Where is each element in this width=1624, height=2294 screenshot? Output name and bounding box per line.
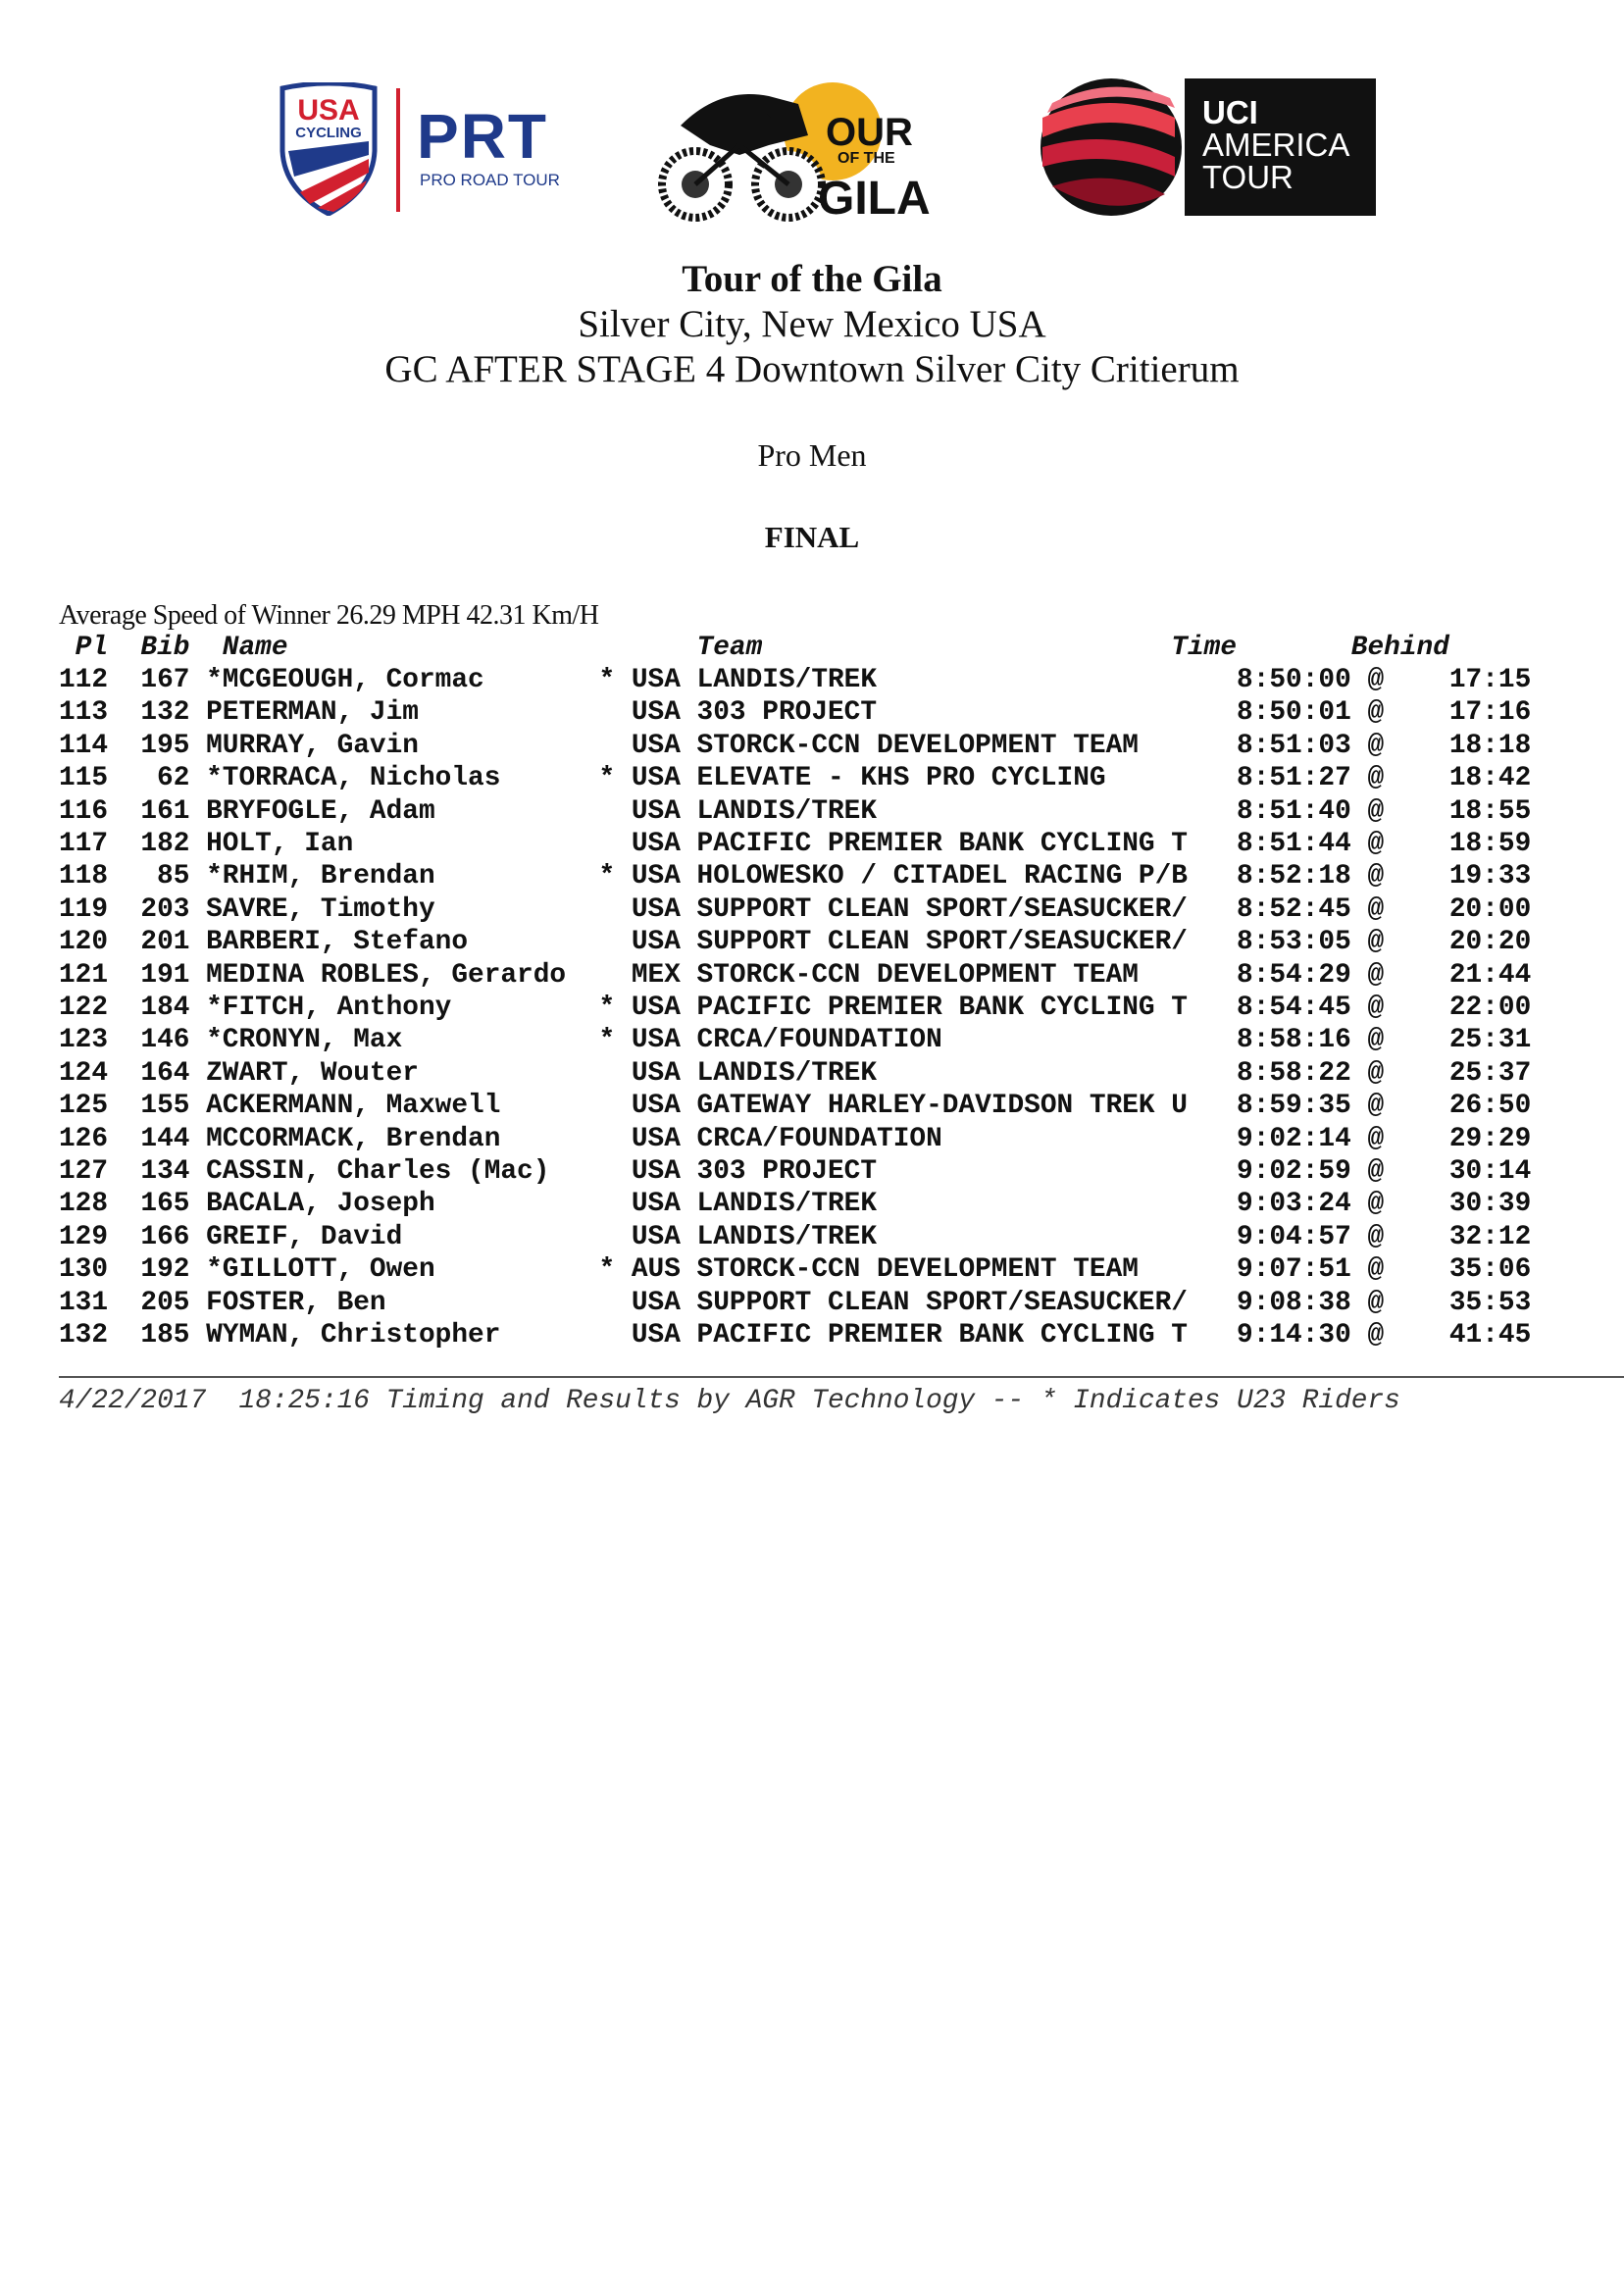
at-marker: @ bbox=[1367, 993, 1385, 1023]
time: 9:14:30 bbox=[1237, 1320, 1351, 1351]
time: 9:04:57 bbox=[1237, 1221, 1351, 1252]
u23-marker: * bbox=[598, 665, 616, 695]
header-bib: Bib bbox=[140, 633, 190, 663]
at-marker: @ bbox=[1367, 1287, 1385, 1318]
rider-name: FOSTER, Ben bbox=[206, 1287, 386, 1318]
bib-number: 167 bbox=[140, 665, 190, 695]
rider-name: *GILLOTT, Owen bbox=[206, 1254, 435, 1286]
header-behind: Behind bbox=[1350, 633, 1449, 663]
at-marker: @ bbox=[1367, 730, 1385, 761]
bib-number: 195 bbox=[140, 730, 190, 761]
bib-number: 191 bbox=[140, 959, 190, 991]
country: MEX bbox=[631, 959, 681, 991]
time-behind: 26:50 bbox=[1448, 1091, 1532, 1122]
time-behind: 17:16 bbox=[1448, 697, 1532, 729]
team: PACIFIC PREMIER BANK CYCLING T bbox=[696, 1320, 1188, 1351]
race-category: Pro Men bbox=[757, 437, 867, 473]
rider-name: MEDINA ROBLES, Gerardo bbox=[206, 959, 567, 991]
country: USA bbox=[631, 1057, 681, 1089]
at-marker: @ bbox=[1367, 1123, 1385, 1154]
table-row bbox=[59, 665, 1624, 697]
uci-america-tour-logo bbox=[1038, 78, 1376, 216]
table-row bbox=[59, 960, 1624, 993]
place: 126 bbox=[59, 1123, 109, 1154]
rider-name: BACALA, Joseph bbox=[206, 1189, 435, 1220]
team: HOLOWESKO / CITADEL RACING P/B bbox=[696, 861, 1188, 892]
time-behind: 35:53 bbox=[1448, 1287, 1532, 1318]
table-row bbox=[59, 1320, 1624, 1352]
place: 116 bbox=[59, 795, 109, 827]
time-behind: 18:18 bbox=[1448, 730, 1532, 761]
country: USA bbox=[631, 927, 681, 958]
prt-logo-text: PRT bbox=[417, 101, 548, 172]
table-row bbox=[59, 1058, 1624, 1091]
team: LANDIS/TREK bbox=[696, 1221, 878, 1252]
bib-number: 132 bbox=[140, 697, 190, 729]
team: LANDIS/TREK bbox=[696, 795, 878, 827]
footer-divider bbox=[59, 1376, 1624, 1378]
rider-name: *FITCH, Anthony bbox=[206, 993, 452, 1023]
bib-number: 62 bbox=[157, 763, 190, 794]
country: USA bbox=[631, 829, 681, 859]
time-behind: 18:59 bbox=[1448, 829, 1532, 859]
country: USA bbox=[631, 1091, 681, 1122]
rider-name: CASSIN, Charles (Mac) bbox=[206, 1156, 550, 1187]
at-marker: @ bbox=[1367, 893, 1385, 925]
place: 127 bbox=[59, 1156, 109, 1187]
time: 9:08:38 bbox=[1237, 1287, 1351, 1318]
time: 8:51:44 bbox=[1237, 829, 1351, 859]
rider-name: *TORRACA, Nicholas bbox=[206, 763, 501, 794]
rider-name: *CRONYN, Max bbox=[206, 1025, 403, 1056]
at-marker: @ bbox=[1367, 829, 1385, 859]
table-row bbox=[59, 927, 1624, 959]
place: 115 bbox=[59, 763, 109, 794]
team: 303 PROJECT bbox=[696, 697, 878, 729]
place: 118 bbox=[59, 861, 109, 892]
rider-name: MURRAY, Gavin bbox=[206, 730, 419, 761]
place: 112 bbox=[59, 665, 109, 695]
country: USA bbox=[631, 1123, 681, 1154]
rider-name: BARBERI, Stefano bbox=[206, 927, 469, 958]
table-row bbox=[59, 1222, 1624, 1254]
at-marker: @ bbox=[1367, 1221, 1385, 1252]
bib-number: 146 bbox=[140, 1025, 190, 1056]
time-behind: 20:20 bbox=[1448, 927, 1532, 958]
table-row bbox=[59, 861, 1624, 893]
team: SUPPORT CLEAN SPORT/SEASUCKER/ bbox=[696, 927, 1188, 958]
country: USA bbox=[631, 697, 681, 729]
result-status: FINAL bbox=[764, 520, 860, 554]
table-row bbox=[59, 1091, 1624, 1123]
time-behind: 35:06 bbox=[1448, 1254, 1532, 1286]
at-marker: @ bbox=[1367, 665, 1385, 695]
svg-text:OUR: OUR bbox=[826, 111, 913, 154]
at-marker: @ bbox=[1367, 697, 1385, 729]
time-behind: 25:37 bbox=[1448, 1057, 1532, 1089]
bib-number: 164 bbox=[140, 1057, 190, 1089]
country: USA bbox=[631, 730, 681, 761]
time: 9:03:24 bbox=[1237, 1189, 1351, 1220]
time: 8:53:05 bbox=[1237, 927, 1351, 958]
bib-number: 144 bbox=[140, 1123, 190, 1154]
at-marker: @ bbox=[1367, 1091, 1385, 1122]
at-marker: @ bbox=[1367, 1057, 1385, 1089]
rider-name: *RHIM, Brendan bbox=[206, 861, 435, 892]
footer-note: 4/22/2017 18:25:16 Timing and Results by AGR Technology -- * Indicates U23 Riders bbox=[59, 1386, 1400, 1416]
table-row bbox=[59, 829, 1624, 861]
team: GATEWAY HARLEY-DAVIDSON TREK U bbox=[696, 1091, 1188, 1122]
place: 129 bbox=[59, 1221, 109, 1252]
at-marker: @ bbox=[1367, 861, 1385, 892]
country: USA bbox=[631, 1025, 681, 1056]
time-behind: 18:55 bbox=[1448, 795, 1532, 827]
team: LANDIS/TREK bbox=[696, 1057, 878, 1089]
team: STORCK-CCN DEVELOPMENT TEAM bbox=[696, 730, 1139, 761]
svg-text:CYCLING: CYCLING bbox=[295, 125, 362, 141]
header-name: Name bbox=[222, 633, 288, 663]
country: USA bbox=[631, 665, 681, 695]
rider-name: BRYFOGLE, Adam bbox=[206, 795, 435, 827]
tour-of-the-gila-logo bbox=[651, 76, 967, 222]
team: CRCA/FOUNDATION bbox=[696, 1025, 942, 1056]
u23-marker: * bbox=[598, 1025, 616, 1056]
place: 128 bbox=[59, 1189, 109, 1220]
svg-text:USA: USA bbox=[297, 94, 360, 127]
place: 113 bbox=[59, 697, 109, 729]
at-marker: @ bbox=[1367, 1320, 1385, 1351]
time-behind: 21:44 bbox=[1448, 959, 1532, 991]
table-row bbox=[59, 1254, 1624, 1287]
place: 117 bbox=[59, 829, 109, 859]
time: 8:51:27 bbox=[1237, 763, 1351, 794]
bib-number: 201 bbox=[140, 927, 190, 958]
country: USA bbox=[631, 1320, 681, 1351]
team: SUPPORT CLEAN SPORT/SEASUCKER/ bbox=[696, 1287, 1188, 1318]
header-time: Time bbox=[1171, 633, 1238, 663]
time: 8:50:00 bbox=[1237, 665, 1351, 695]
place: 120 bbox=[59, 927, 109, 958]
country: USA bbox=[631, 893, 681, 925]
usa-cycling-prt-logo bbox=[275, 82, 569, 216]
country: USA bbox=[631, 1156, 681, 1187]
team: LANDIS/TREK bbox=[696, 665, 878, 695]
bib-number: 134 bbox=[140, 1156, 190, 1187]
place: 124 bbox=[59, 1057, 109, 1089]
team: STORCK-CCN DEVELOPMENT TEAM bbox=[696, 959, 1139, 991]
rider-name: HOLT, Ian bbox=[206, 829, 354, 859]
header-pl: Pl bbox=[75, 633, 109, 663]
rider-name: ACKERMANN, Maxwell bbox=[206, 1091, 501, 1122]
country: USA bbox=[631, 861, 681, 892]
time-behind: 18:42 bbox=[1448, 763, 1532, 794]
time: 9:02:59 bbox=[1237, 1156, 1351, 1187]
u23-marker: * bbox=[598, 1254, 616, 1286]
time-behind: 20:00 bbox=[1448, 893, 1532, 925]
team: STORCK-CCN DEVELOPMENT TEAM bbox=[696, 1254, 1139, 1286]
team: CRCA/FOUNDATION bbox=[696, 1123, 942, 1154]
at-marker: @ bbox=[1367, 1156, 1385, 1187]
u23-marker: * bbox=[598, 861, 616, 892]
uci-logo-text: UCI bbox=[1202, 94, 1258, 130]
at-marker: @ bbox=[1367, 1254, 1385, 1286]
table-row bbox=[59, 894, 1624, 927]
time-behind: 32:12 bbox=[1448, 1221, 1532, 1252]
time: 8:58:22 bbox=[1237, 1057, 1351, 1089]
time-behind: 17:15 bbox=[1448, 665, 1532, 695]
time: 8:51:03 bbox=[1237, 730, 1351, 761]
table-row bbox=[59, 731, 1624, 763]
time-behind: 41:45 bbox=[1448, 1320, 1532, 1351]
bib-number: 165 bbox=[140, 1189, 190, 1220]
event-location: Silver City, New Mexico USA bbox=[578, 303, 1046, 345]
bib-number: 85 bbox=[157, 861, 190, 892]
table-row bbox=[59, 1288, 1624, 1320]
table-row bbox=[59, 1124, 1624, 1156]
uci-ribbon-icon bbox=[1038, 78, 1185, 216]
u23-marker: * bbox=[598, 993, 616, 1023]
country: USA bbox=[631, 1189, 681, 1220]
rider-name: WYMAN, Christopher bbox=[206, 1320, 501, 1351]
time: 9:02:14 bbox=[1237, 1123, 1351, 1154]
bib-number: 185 bbox=[140, 1320, 190, 1351]
prt-logo-subtext: PRO ROAD TOUR bbox=[420, 171, 560, 189]
place: 119 bbox=[59, 893, 109, 925]
time-behind: 29:29 bbox=[1448, 1123, 1532, 1154]
team: PACIFIC PREMIER BANK CYCLING T bbox=[696, 993, 1188, 1023]
table-row bbox=[59, 697, 1624, 730]
table-row bbox=[59, 1189, 1624, 1221]
place: 130 bbox=[59, 1254, 109, 1286]
at-marker: @ bbox=[1367, 1189, 1385, 1220]
team: PACIFIC PREMIER BANK CYCLING T bbox=[696, 829, 1188, 859]
time: 8:51:40 bbox=[1237, 795, 1351, 827]
uci-logo-text: AMERICA bbox=[1202, 127, 1350, 163]
svg-text:GILA: GILA bbox=[818, 173, 931, 222]
time: 8:52:45 bbox=[1237, 893, 1351, 925]
at-marker: @ bbox=[1367, 795, 1385, 827]
country: USA bbox=[631, 1287, 681, 1318]
table-row bbox=[59, 1025, 1624, 1057]
average-speed: Average Speed of Winner 26.29 MPH 42.31 Km/H bbox=[59, 600, 599, 631]
place: 132 bbox=[59, 1320, 109, 1351]
time: 8:52:18 bbox=[1237, 861, 1351, 892]
team: LANDIS/TREK bbox=[696, 1189, 878, 1220]
place: 123 bbox=[59, 1025, 109, 1056]
time: 9:07:51 bbox=[1237, 1254, 1351, 1286]
usa-cycling-shield-icon bbox=[275, 82, 382, 216]
u23-marker: * bbox=[598, 763, 616, 794]
place: 122 bbox=[59, 993, 109, 1023]
bib-number: 203 bbox=[140, 893, 190, 925]
at-marker: @ bbox=[1367, 927, 1385, 958]
rider-name: *MCGEOUGH, Cormac bbox=[206, 665, 484, 695]
bib-number: 161 bbox=[140, 795, 190, 827]
table-row bbox=[59, 796, 1624, 829]
table-row bbox=[59, 1156, 1624, 1189]
time-behind: 22:00 bbox=[1448, 993, 1532, 1023]
bib-number: 182 bbox=[140, 829, 190, 859]
header-team: Team bbox=[696, 633, 763, 663]
rider-name: GREIF, David bbox=[206, 1221, 403, 1252]
place: 114 bbox=[59, 730, 109, 761]
event-title: Tour of the Gila bbox=[682, 258, 942, 300]
team: ELEVATE - KHS PRO CYCLING bbox=[696, 763, 1106, 794]
place: 121 bbox=[59, 959, 109, 991]
at-marker: @ bbox=[1367, 1025, 1385, 1056]
country: USA bbox=[631, 1221, 681, 1252]
rider-name: ZWART, Wouter bbox=[206, 1057, 419, 1089]
time: 8:58:16 bbox=[1237, 1025, 1351, 1056]
uci-logo-text: TOUR bbox=[1202, 159, 1294, 195]
bib-number: 205 bbox=[140, 1287, 190, 1318]
time-behind: 30:14 bbox=[1448, 1156, 1532, 1187]
at-marker: @ bbox=[1367, 763, 1385, 794]
rider-name: PETERMAN, Jim bbox=[206, 697, 419, 729]
time-behind: 19:33 bbox=[1448, 861, 1532, 892]
at-marker: @ bbox=[1367, 959, 1385, 991]
country: USA bbox=[631, 993, 681, 1023]
rider-name: MCCORMACK, Brendan bbox=[206, 1123, 501, 1154]
time: 8:59:35 bbox=[1237, 1091, 1351, 1122]
time: 8:50:01 bbox=[1237, 697, 1351, 729]
stage-title: GC AFTER STAGE 4 Downtown Silver City Critierum bbox=[384, 348, 1240, 390]
table-row bbox=[59, 993, 1624, 1025]
place: 131 bbox=[59, 1287, 109, 1318]
rider-name: SAVRE, Timothy bbox=[206, 893, 435, 925]
svg-text:OF THE: OF THE bbox=[837, 150, 895, 167]
bib-number: 184 bbox=[140, 993, 190, 1023]
bib-number: 192 bbox=[140, 1254, 190, 1286]
team: SUPPORT CLEAN SPORT/SEASUCKER/ bbox=[696, 893, 1188, 925]
country: USA bbox=[631, 795, 681, 827]
table-header bbox=[59, 633, 1624, 665]
table-row bbox=[59, 763, 1624, 795]
bib-number: 166 bbox=[140, 1221, 190, 1252]
time: 8:54:45 bbox=[1237, 993, 1351, 1023]
place: 125 bbox=[59, 1091, 109, 1122]
country: USA bbox=[631, 763, 681, 794]
bib-number: 155 bbox=[140, 1091, 190, 1122]
country: AUS bbox=[631, 1254, 681, 1286]
time-behind: 25:31 bbox=[1448, 1025, 1532, 1056]
team: 303 PROJECT bbox=[696, 1156, 878, 1187]
time: 8:54:29 bbox=[1237, 959, 1351, 991]
time-behind: 30:39 bbox=[1448, 1189, 1532, 1220]
